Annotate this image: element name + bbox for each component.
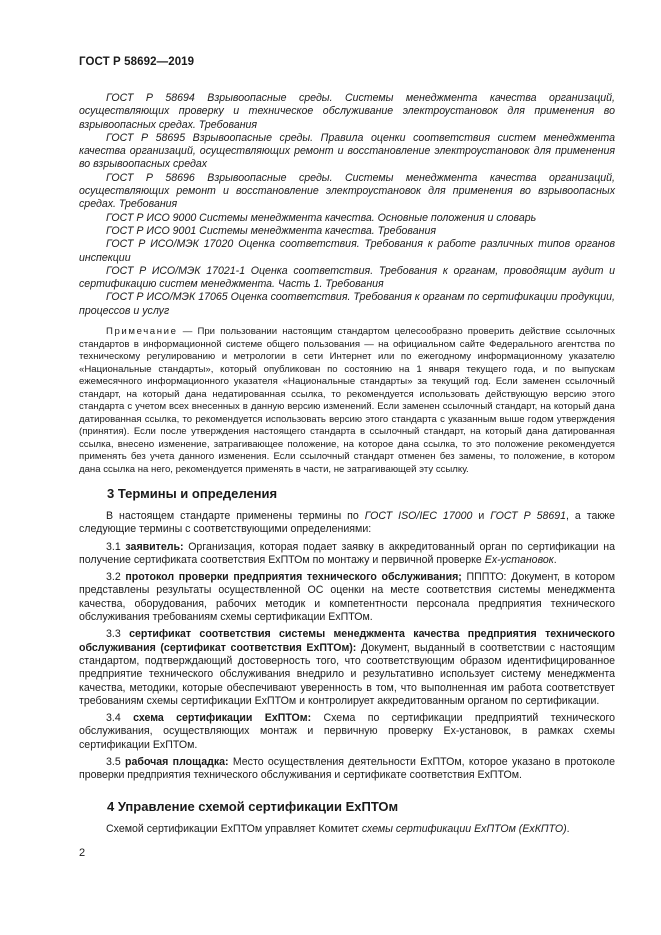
- term-3-4: [79, 712, 615, 752]
- reference-item: ГОСТ Р ИСО 9001 Системы менеджмента качества. Требования: [106, 224, 436, 237]
- intro-ref-gost58691: ГОСТ Р 58691: [490, 510, 567, 522]
- term-name: протокол проверки предприятия технического обслуживания;: [125, 571, 462, 584]
- term-3-1: [79, 541, 615, 568]
- term-number: 3.1: [106, 540, 126, 553]
- section-3-title: 3 Термины и определения: [107, 486, 278, 501]
- term-definition-end: .: [553, 553, 557, 566]
- section-4-title: 4 Управление схемой сертификации ExПТОм: [107, 799, 399, 814]
- intro-text: и: [472, 510, 491, 522]
- term-number: 3.4: [106, 712, 134, 725]
- reference-item: ГОСТ Р 58694 Взрывоопасные среды. Системы менеджмента качества организаций, осуществляющих проверку и техническое обслуживание электроустановок для применения во взрывоопасных средах. Требования: [79, 92, 615, 131]
- term-number: 3.2: [106, 571, 126, 584]
- term-definition-italic: Ex-установок: [484, 553, 554, 566]
- intro-ref-iso17000: ГОСТ ISO/IEC 17000: [364, 510, 473, 522]
- term-definition: Документ, выданный в соответствии с настоящим стандартом, подтверждающий достоверность того, что соответствующим образом идентифицированное предприятие технического обслуживания внедрило и результативно использует систему менеджмента качества, методики, которые обеспечивают уверенность в том, что выполненная им работа соответствует требованиям схемы сертификации ExПТОм и контролирует аккредитованным органом по сертификации.: [79, 641, 615, 707]
- reference-item: ГОСТ Р ИСО/МЭК 17065 Оценка соответствия. Требования к органам по сертификации продукции, процессов и услуг: [79, 291, 615, 317]
- section-3-body: [79, 510, 615, 787]
- reference-item: ГОСТ Р ИСО/МЭК 17021-1 Оценка соответствия. Требования к органам, проводящим аудит и сертификацию систем менеджмента. Часть 1. Требования: [79, 264, 615, 291]
- term-name: схема сертификации ExПТОм:: [133, 712, 312, 725]
- note-paragraph: [79, 326, 615, 476]
- term-definition: Организация, которая подает заявку в аккредитованный орган по сертификации на получение сертификата соответствия ExПТОм по монтажу и первичной проверке: [79, 540, 615, 566]
- section-4-paragraph: [79, 823, 615, 836]
- term-definition: Место осуществления деятельности ExПТОм, которое указано в протоколе проверки предприятия технического обслуживания и сертификате соответствия ExПТОм.: [79, 756, 615, 782]
- reference-item: ГОСТ Р ИСО/МЭК 17020 Оценка соответствия. Требования к работе различных типов органов инспекции: [79, 238, 615, 264]
- document-header-code: ГОСТ Р 58692—2019: [79, 56, 195, 68]
- term-definition: ПППТО: Документ, в котором представлены результаты осуществленной ОС оценки на месте соответствия системы менеджмента качества, оборудования, рабочих методик и компетентности персонала предприятия технического обслуживания требованиям схемы сертификации ExПТОм.: [79, 571, 616, 624]
- term-definition: Схема по сертификации предприятий технического обслуживания, осуществляющих монтаж и первичную проверку Ex-установок, в рамках схемы сертификации ExПТОм.: [79, 712, 615, 751]
- term-name: заявитель:: [125, 540, 184, 553]
- reference-item: ГОСТ Р ИСО 9000 Системы менеджмента качества. Основные положения и словарь: [106, 211, 537, 224]
- section-3-intro: [79, 510, 615, 537]
- reference-item: ГОСТ Р 58696 Взрывоопасные среды. Системы менеджмента качества организаций, осуществляющих ремонт и восстановление электроустановок для применения во взрывоопасных средах. Требования: [79, 171, 615, 211]
- term-name: рабочая площадка:: [125, 756, 229, 769]
- intro-text: В настоящем стандарте применены термины по: [106, 510, 365, 522]
- section-4-text-italic: схемы сертификации ExПТОм (ExКПТО): [361, 823, 567, 835]
- normative-references-list: [79, 92, 615, 318]
- section-4-body: [79, 823, 615, 840]
- note-label: Примечание: [106, 326, 178, 337]
- term-3-5: [79, 756, 615, 783]
- term-number: 3.5: [106, 756, 126, 769]
- note-text: — При пользовании настоящим стандартом целесообразно проверить действие ссылочных стандартов в информационной системе общего пользования — на официальном сайте Федерального агентства по техническому регулированию и метрологии в сети Интернет или по ежегодному информационному указателю «Национальные стандарты», который опубликован по состоянию на 1 января текущего года, и по выпускам ежемесячного информационного указателя «Национальные стандарты» за текущий год. Если заменен ссылочный стандарт, на который дана недатированная ссылка, то рекомендуется использовать действующую версию этого стандарта с учетом всех внесенных в данную версию изменений. Если заменен ссылочный стандарт, на который дана датированная ссылка, то рекомендуется использовать версию этого стандарта с указанным выше годом утверждения (принятия). Если после утверждения настоящего стандарта в ссылочный стандарт, на который дана датированная ссылка, внесено изменение, затрагивающее положение, на которое дана ссылка, то это положение рекомендуется применять без учета данного изменения. Если ссылочный стандарт отменен без замены, то положение, в котором дана ссылка на него, рекомендуется применять в части, не затрагивающей эту ссылку.: [79, 326, 615, 475]
- intro-text: , а также следующие термины с соответствующими определениями:: [79, 510, 616, 536]
- term-3-3: [79, 628, 615, 708]
- reference-item: ГОСТ Р 58695 Взрывоопасные среды. Правила оценки соответствия систем менеджмента качества организаций, осуществляющих ремонт и восстановление электроустановок для применения во взрывоопасных средах: [79, 131, 615, 171]
- section-4-text-end: .: [566, 823, 570, 835]
- page-number: 2: [79, 847, 86, 859]
- term-3-2: [79, 571, 615, 624]
- term-name: сертификат соответствия системы менеджмента качества предприятия технического обслуживания (сертификат соответствия ExПТОм):: [79, 628, 616, 654]
- term-number: 3.3: [106, 628, 130, 641]
- section-4-text: Схемой сертификации ExПТОм управляет Комитет: [106, 823, 362, 835]
